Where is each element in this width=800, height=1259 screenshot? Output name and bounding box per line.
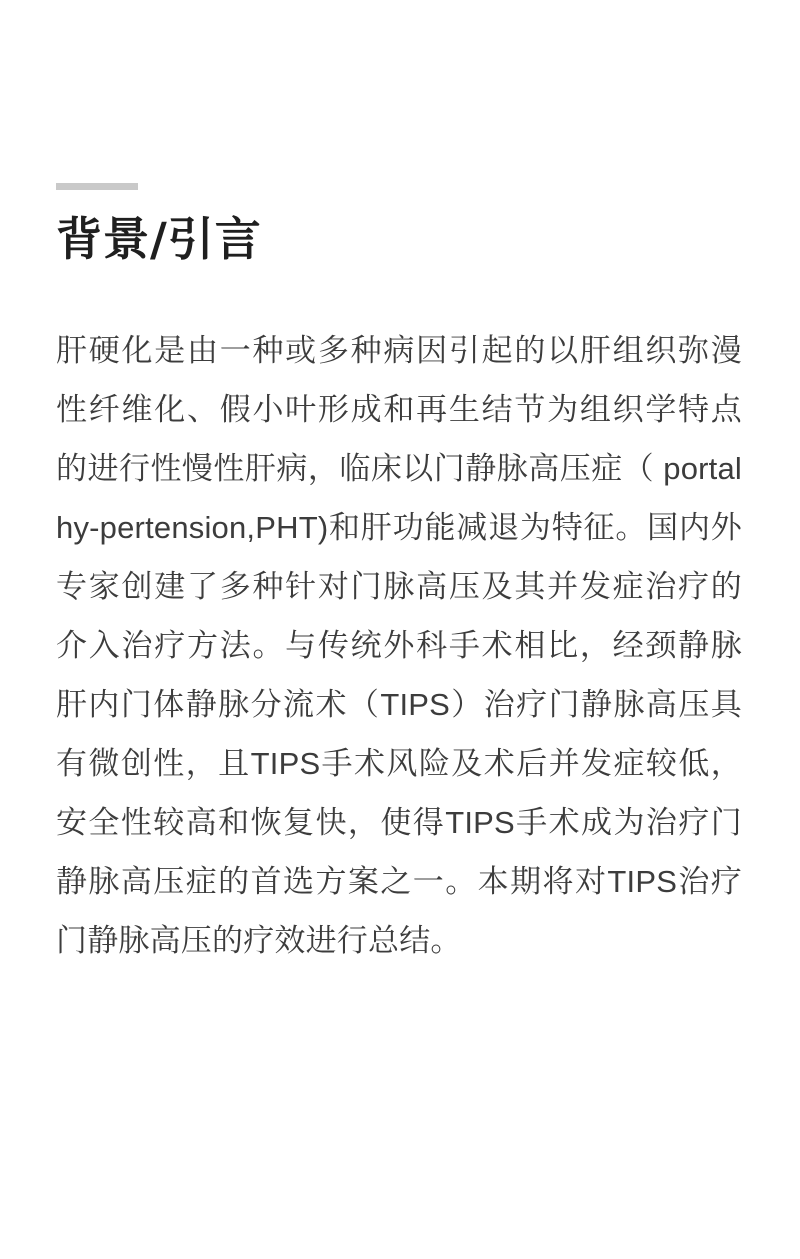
page-title: 背景/引言 xyxy=(56,212,262,266)
article-paragraph: 肝硬化是由一种或多种病因引起的以肝组织弥漫性纤维化、假小叶形成和再生结节为组织学特点的进行性慢性肝病，临床以门静脉高压症（ portal hy-pertension,PHT)和肝功能减退为特征。国内外专家创建了多种针对门脉高压及其并发症治疗的介入治疗方法。与传统外科手术相比，经颈静脉肝内门体静脉分流术（TIPS）治疗门静脉高压具有微创性，且TIPS手术风险及术后并发症较低，安全性较高和恢复快，使得TIPS手术成为治疗门静脉高压症的首选方案之一。本期将对TIPS治疗门静脉高压的疗效进行总结。 xyxy=(56,333,742,959)
section-rule-divider xyxy=(56,183,138,190)
article-content xyxy=(56,0,746,970)
